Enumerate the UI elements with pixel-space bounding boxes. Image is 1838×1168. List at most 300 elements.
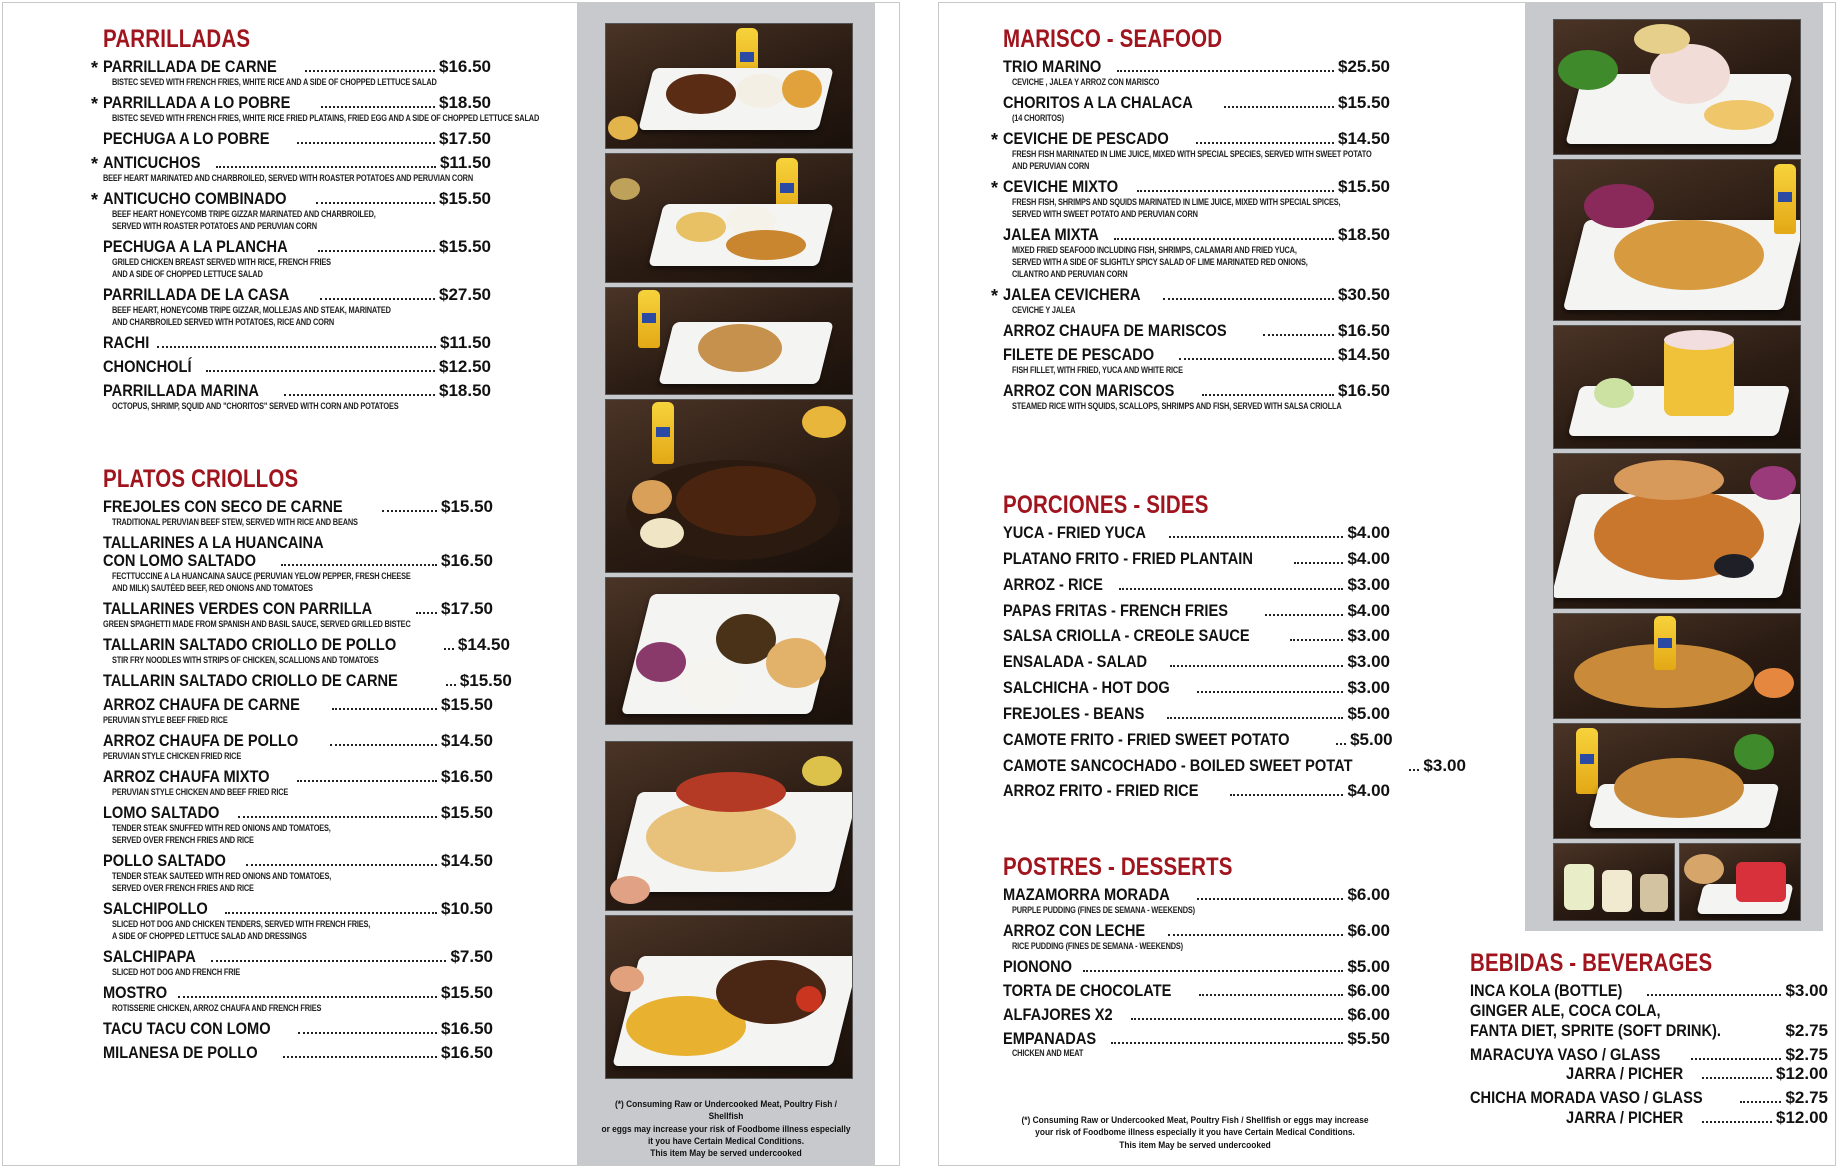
menu-item-price: $16.50 bbox=[1338, 321, 1390, 341]
menu-item bbox=[103, 634, 510, 666]
dot-leader bbox=[321, 106, 435, 108]
section-title: BEBIDAS - BEVERAGES bbox=[1470, 949, 1713, 977]
menu-item-description: GREEN SPAGHETTI MADE FROM SPANISH AND BASIL SAUCE, SERVED GRILLED BISTEC bbox=[103, 618, 411, 629]
menu-item-description: SERVED WITH ROASTER POTATOES AND PERUVIAN CORN bbox=[112, 220, 317, 231]
menu-item-price: $4.00 bbox=[1347, 600, 1390, 620]
menu-item-name: ANTICUCHOS bbox=[103, 152, 201, 172]
menu-item bbox=[1003, 524, 1390, 542]
menu-item-name: JALEA CEVICHERA bbox=[1003, 285, 1141, 305]
menu-item-description: STIR FRY NOODLES WITH STRIPS OF CHICKEN, SCALLIONS AND TOMATOES bbox=[112, 654, 379, 665]
menu-item-price: $14.50 bbox=[1338, 128, 1390, 148]
menu-item-name: CAMOTE FRITO - FRIED SWEET POTATO bbox=[1003, 729, 1290, 749]
menu-page-right bbox=[938, 2, 1836, 1166]
beverage-name: FANTA DIET, SPRITE (SOFT DRINK). bbox=[1470, 1020, 1721, 1040]
dot-leader bbox=[382, 510, 437, 512]
menu-item bbox=[103, 804, 493, 846]
menu-item-description: CHICKEN AND MEAT bbox=[1012, 1048, 1084, 1059]
menu-item-name: ANTICUCHO COMBINADO bbox=[103, 188, 287, 208]
menu-item-name: TACU TACU CON LOMO bbox=[103, 1019, 271, 1039]
menu-item-price: $4.00 bbox=[1347, 548, 1390, 568]
beverage-item bbox=[1470, 982, 1828, 1000]
menu-item-price: $4.00 bbox=[1347, 781, 1390, 801]
menu-item bbox=[1003, 58, 1390, 88]
menu-item-description: STEAMED RICE WITH SQUIDS, SCALLOPS, SHRIMPS AND FISH, SERVED WITH SALSA CRIOLLA bbox=[1012, 401, 1342, 412]
desserts-photo bbox=[1679, 843, 1801, 921]
menu-item bbox=[1003, 602, 1390, 620]
menu-item-price: $16.50 bbox=[441, 550, 493, 570]
dot-leader bbox=[316, 202, 435, 204]
menu-item-name: TORTA DE CHOCOLATE bbox=[1003, 980, 1172, 1000]
menu-item-description: SLICED HOT DOG AND CHICKEN TENDERS, SERVED WITH FRENCH FRIES, bbox=[112, 918, 371, 929]
menu-item-description: AND A SIDE OF CHOPPED LETTUCE SALAD bbox=[112, 268, 263, 279]
menu-item-name: MAZAMORRA MORADA bbox=[1003, 885, 1170, 904]
menu-item-name: CEVICHE MIXTO bbox=[1003, 177, 1119, 197]
beverage-item bbox=[1470, 1065, 1828, 1083]
menu-item bbox=[991, 128, 1390, 172]
menu-item-description: CEVICHE , JALEA Y ARROZ CON MARISCO bbox=[1012, 76, 1160, 87]
menu-item bbox=[91, 92, 540, 124]
fried-seafood-photo bbox=[1553, 613, 1801, 719]
menu-item bbox=[103, 948, 493, 978]
menu-items-list bbox=[103, 497, 512, 1062]
raw-warning-marker: * bbox=[91, 58, 99, 78]
menu-item-price: $14.50 bbox=[1338, 345, 1390, 365]
beverage-price: $12.00 bbox=[1776, 1108, 1828, 1128]
dot-leader bbox=[1179, 358, 1334, 360]
dot-leader bbox=[330, 744, 437, 746]
menu-item bbox=[103, 286, 491, 328]
dot-leader bbox=[281, 564, 437, 566]
menu-item-description: SERVED WITH SWEET POTATO AND PERUVIAN CORN bbox=[1012, 209, 1198, 220]
dot-leader bbox=[211, 960, 446, 962]
dot-leader bbox=[1170, 665, 1343, 667]
dot-leader bbox=[444, 648, 454, 650]
beverage-price: $2.75 bbox=[1785, 1088, 1828, 1108]
menu-item bbox=[103, 534, 493, 594]
beverage-price: $3.00 bbox=[1785, 981, 1828, 1000]
menu-item bbox=[103, 1020, 493, 1038]
menu-item-price: $14.50 bbox=[457, 634, 510, 654]
menu-page-left bbox=[2, 2, 900, 1166]
menu-item bbox=[1003, 653, 1390, 671]
menu-item-description: BEEF HEART, HONEYCOMB TRIPE GIZZAR, MOLLEJAS AND STEAK, MARINATED bbox=[112, 304, 391, 315]
menu-item-description: BISTEC SEVED WITH FRENCH FRIES, WHITE RICE FRIED PLATAINS, FRIED EGG AND A SIDE OF CHOPPED LETTUCE SALAD bbox=[112, 112, 540, 123]
beverage-item bbox=[1470, 1002, 1828, 1020]
dot-leader bbox=[1197, 898, 1344, 900]
menu-item-description: MIXED FRIED SEAFOOD INCLUDING FISH, SHRIMPS, CALAMARI AND FRIED YUCA, bbox=[1012, 245, 1297, 256]
menu-item-name: EMPANADAS bbox=[1003, 1028, 1097, 1048]
dot-leader bbox=[284, 394, 435, 396]
dot-leader bbox=[1131, 1018, 1344, 1020]
warning-line: (*) Consuming Raw or Undercooked Meat, Poultry Fish / Shellfish or eggs may increase bbox=[1021, 1115, 1369, 1126]
raw-warning-marker: * bbox=[991, 129, 999, 150]
menu-item-name: TRIO MARINO bbox=[1003, 57, 1102, 76]
menu-item-price: $18.50 bbox=[439, 380, 491, 400]
menu-item bbox=[1003, 576, 1390, 594]
menu-item-price: $6.00 bbox=[1347, 980, 1390, 1000]
dot-leader bbox=[1167, 717, 1343, 719]
menu-item-name: CHONCHOLÍ bbox=[103, 357, 192, 377]
menu-items-list bbox=[91, 57, 540, 412]
left-text-column bbox=[3, 3, 577, 1165]
beverage-item bbox=[1470, 1109, 1828, 1127]
section-title: PARRILLADAS bbox=[103, 25, 251, 53]
menu-item-description: BEEF HEART HONEYCOMB TRIPE GIZZAR MARINATED AND CHARBROILED, bbox=[112, 208, 376, 219]
section-marisco-seafood bbox=[991, 25, 1390, 418]
dot-leader bbox=[1290, 639, 1344, 641]
menu-item-price: $15.50 bbox=[1338, 177, 1390, 197]
left-photo-column bbox=[577, 3, 875, 1165]
menu-item-price: $27.50 bbox=[439, 285, 491, 305]
menu-item-name: PLATANO FRITO - FRIED PLANTAIN bbox=[1003, 548, 1253, 568]
menu-item-price: $4.00 bbox=[1347, 523, 1390, 542]
menu-item-price: $25.50 bbox=[1338, 57, 1390, 76]
menu-item-name: CON LOMO SALTADO bbox=[103, 550, 256, 570]
dot-leader bbox=[1409, 769, 1419, 771]
dot-leader bbox=[1202, 394, 1334, 396]
dot-leader bbox=[1197, 691, 1344, 693]
warning-line: your risk of Foodbome illness especially it you have Certain Medical Conditions. bbox=[1035, 1127, 1355, 1139]
jalea-beer-photo bbox=[1553, 723, 1801, 839]
menu-item bbox=[1003, 627, 1390, 645]
menu-item-price: $15.50 bbox=[441, 497, 493, 516]
dot-leader bbox=[318, 250, 435, 252]
dot-leader bbox=[1265, 614, 1344, 616]
menu-item bbox=[103, 382, 491, 412]
menu-item-price: $17.50 bbox=[441, 598, 493, 618]
menu-item-price: $5.00 bbox=[1347, 956, 1390, 976]
dot-leader bbox=[1137, 190, 1334, 192]
menu-item-description: CILANTRO AND PERUVIAN CORN bbox=[1012, 269, 1128, 280]
menu-item-price: $3.00 bbox=[1347, 574, 1390, 594]
menu-item-price: $5.00 bbox=[1347, 703, 1390, 723]
menu-item-description: AND MILK) SAUTÉED BEEF, RED ONIONS AND TOMATOES bbox=[112, 582, 313, 593]
menu-item-name: ARROZ CHAUFA DE CARNE bbox=[103, 694, 300, 714]
section-postres-desserts bbox=[1003, 855, 1390, 1065]
warning-line: it you have Certain Medical Conditions. bbox=[647, 1136, 805, 1148]
menu-item bbox=[1003, 922, 1390, 952]
beverage-price: $2.75 bbox=[1785, 1020, 1828, 1040]
menu-item-name: JALEA MIXTA bbox=[1003, 225, 1099, 245]
menu-item bbox=[1003, 886, 1390, 916]
dot-leader bbox=[305, 70, 435, 72]
menu-item-price: $5.00 bbox=[1350, 729, 1393, 749]
menu-item-description: SERVED WITH A SIDE OF SLIGHTLY SPICY SALAD OF LIME MARINATED RED ONIONS, bbox=[1012, 257, 1308, 268]
dot-leader bbox=[1336, 743, 1346, 745]
grilled-chicken-photo bbox=[605, 153, 853, 283]
menu-item bbox=[103, 900, 493, 942]
menu-item-name: ARROZ CHAUFA MIXTO bbox=[103, 766, 270, 786]
jalea-photo bbox=[1553, 159, 1801, 321]
menu-item-price: $16.50 bbox=[441, 766, 493, 786]
menu-item-name: FREJOLES CON SECO DE CARNE bbox=[103, 497, 343, 516]
section-title: PLATOS CRIOLLOS bbox=[103, 465, 299, 493]
dot-leader bbox=[1163, 298, 1334, 300]
dot-leader bbox=[297, 780, 437, 782]
menu-item-price: $14.50 bbox=[441, 850, 493, 870]
menu-item-description: (14 CHORITOS) bbox=[1012, 112, 1064, 123]
dot-leader bbox=[1111, 1042, 1343, 1044]
menu-items-list bbox=[1003, 886, 1390, 1059]
menu-item bbox=[103, 498, 493, 528]
menu-item bbox=[103, 670, 512, 690]
raw-warning-marker: * bbox=[91, 93, 99, 114]
menu-item-price: $15.50 bbox=[439, 236, 491, 256]
menu-item-name: CAMOTE SANCOCHADO - BOILED SWEET POTAT bbox=[1003, 755, 1353, 775]
dot-leader bbox=[1117, 70, 1334, 72]
section-porciones-sides bbox=[1003, 491, 1466, 808]
menu-item-description: SERVED OVER FRENCH FRIES AND RICE bbox=[112, 882, 254, 893]
menu-item-description: OCTOPUS, SHRIMP, SQUID AND "CHORITOS" SERVED WITH CORN AND POTATOES bbox=[112, 400, 399, 411]
menu-item-description: TENDER STEAK SNUFFED WITH RED ONIONS AND TOMATOES, bbox=[112, 822, 331, 833]
menu-item-name: SALCHIPAPA bbox=[103, 947, 196, 967]
menu-item-name: MILANESA DE POLLO bbox=[103, 1042, 258, 1062]
causa-tower-photo bbox=[1553, 325, 1801, 449]
dot-leader bbox=[206, 370, 435, 372]
menu-item-description: TENDER STEAK SAUTEED WITH RED ONIONS AND TOMATOES, bbox=[112, 870, 332, 881]
menu-item bbox=[1003, 705, 1390, 723]
menu-item bbox=[103, 696, 493, 726]
menu-item-description: PERUVIAN STYLE CHICKEN FRIED RICE bbox=[103, 750, 242, 761]
menu-item bbox=[1003, 1030, 1390, 1060]
beverage-item bbox=[1470, 1046, 1828, 1064]
warning-line: This item May be served undercooked bbox=[650, 1148, 802, 1160]
menu-item-description: PURPLE PUDDING (FINES DE SEMANA - WEEKENDS) bbox=[1012, 904, 1195, 915]
menu-item-name: YUCA - FRIED YUCA bbox=[1003, 523, 1146, 542]
menu-item-name: SALSA CRIOLLA - CREOLE SAUCE bbox=[1003, 626, 1250, 646]
dot-leader bbox=[246, 864, 437, 866]
menu-item-price: $3.00 bbox=[1423, 755, 1466, 775]
menu-item-price: $10.50 bbox=[441, 898, 493, 918]
dot-leader bbox=[1196, 142, 1334, 144]
menu-item-price: $17.50 bbox=[439, 128, 491, 148]
menu-item-price: $15.50 bbox=[439, 188, 491, 208]
raw-food-warning bbox=[1019, 1115, 1371, 1152]
drinks-photo bbox=[1553, 843, 1675, 921]
menu-item bbox=[103, 1044, 493, 1062]
right-text-column bbox=[939, 3, 1525, 1165]
menu-item bbox=[1003, 755, 1466, 775]
section-parrilladas bbox=[91, 25, 540, 418]
menu-item-price: $15.50 bbox=[441, 802, 493, 822]
menu-item-name: PARRILLADA DE CARNE bbox=[103, 57, 277, 76]
dot-leader bbox=[1083, 970, 1343, 972]
menu-item-description: A SIDE OF CHOPPED LETTUCE SALAD AND DRESSINGS bbox=[112, 930, 307, 941]
menu-item bbox=[103, 852, 493, 894]
menu-item bbox=[103, 768, 493, 798]
menu-item-name: SALCHIPOLLO bbox=[103, 898, 208, 918]
menu-item-description: GRILED CHICKEN BREAST SERVED WITH RICE, FRENCH FRIES bbox=[112, 256, 331, 267]
menu-item-price: $14.50 bbox=[441, 730, 493, 750]
section-title: PORCIONES - SIDES bbox=[1003, 491, 1209, 519]
menu-items-list bbox=[1003, 523, 1466, 801]
menu-item-description: PERUVIAN STYLE BEEF FRIED RICE bbox=[103, 714, 228, 725]
menu-item-description: BISTEC SEVED WITH FRENCH FRIES, WHITE RICE AND A SIDE OF CHOPPED LETTUCE SALAD bbox=[112, 76, 437, 87]
menu-item-description: AND CHARBROILED SERVED WITH POTATOES, RICE AND CORN bbox=[112, 317, 335, 328]
salchipollo-photo bbox=[605, 741, 853, 911]
beverage-name: JARRA / PICHER bbox=[1566, 1064, 1684, 1084]
menu-item-price: $16.50 bbox=[441, 1042, 493, 1062]
menu-item-name: MOSTRO bbox=[103, 983, 168, 1003]
raw-food-warning bbox=[598, 1099, 853, 1161]
menu-item-name: ENSALADA - SALAD bbox=[1003, 652, 1148, 672]
menu-item-description: ROTISSERIE CHICKEN, ARROZ CHAUFA AND FRENCH FRIES bbox=[112, 1002, 322, 1013]
beverage-name: CHICHA MORADA VASO / GLASS bbox=[1470, 1088, 1703, 1108]
beverage-name: GINGER ALE, COCA COLA, bbox=[1470, 1000, 1661, 1020]
chaufa-photo bbox=[605, 287, 853, 395]
arroz-mariscos-photo bbox=[1553, 453, 1801, 609]
warning-line: or eggs may increase your risk of Foodbome illness especially bbox=[601, 1123, 851, 1135]
dot-leader bbox=[416, 612, 437, 614]
menu-item bbox=[1003, 322, 1390, 340]
beverage-price: $12.00 bbox=[1776, 1064, 1828, 1084]
menu-item-name: TALLARINES A LA HUANCAINA bbox=[103, 532, 324, 552]
menu-item-name: ARROZ CON LECHE bbox=[1003, 920, 1146, 940]
dot-leader bbox=[446, 684, 456, 686]
menu-item-description: FRESH FISH MARINATED IN LIME JUICE, MIXED WITH SPECIAL SPECIES, SERVED WITH SWEET POTATO bbox=[1012, 148, 1372, 159]
menu-item bbox=[1003, 729, 1393, 749]
raw-warning-marker: * bbox=[91, 153, 99, 174]
sizzling-grill-photo bbox=[605, 399, 853, 573]
menu-item bbox=[91, 188, 491, 232]
menu-item-name: ARROZ - RICE bbox=[1003, 574, 1103, 594]
dot-leader bbox=[1168, 934, 1343, 936]
menu-item-name: ARROZ CHAUFA DE POLLO bbox=[103, 730, 299, 750]
menu-item bbox=[1003, 782, 1390, 800]
menu-item-price: $16.50 bbox=[1338, 381, 1390, 401]
dot-leader bbox=[216, 166, 436, 168]
section-title: MARISCO - SEAFOOD bbox=[1003, 25, 1223, 53]
menu-item bbox=[1003, 346, 1390, 376]
menu-item bbox=[1003, 958, 1390, 976]
parrillada-photo bbox=[605, 23, 853, 149]
menu-item-name: ALFAJORES X2 bbox=[1003, 1004, 1113, 1024]
menu-item-name: ARROZ CHAUFA DE MARISCOS bbox=[1003, 321, 1227, 341]
menu-item-price: $11.50 bbox=[439, 152, 491, 172]
raw-warning-marker: * bbox=[991, 178, 999, 199]
dot-leader bbox=[1199, 994, 1344, 996]
menu-item-price: $18.50 bbox=[439, 92, 491, 112]
dot-leader bbox=[225, 912, 437, 914]
menu-item bbox=[1003, 1006, 1390, 1024]
menu-item-name: PIONONO bbox=[1003, 956, 1073, 976]
dot-leader bbox=[157, 346, 436, 348]
warning-line: This item May be served undercooked bbox=[1119, 1139, 1271, 1151]
menu-item bbox=[103, 130, 491, 148]
menu-item-price: $3.00 bbox=[1347, 626, 1390, 646]
menu-item bbox=[103, 732, 493, 762]
menu-item-price: $16.50 bbox=[439, 57, 491, 76]
menu-item-price: $16.50 bbox=[441, 1019, 493, 1039]
menu-item-name: FREJOLES - BEANS bbox=[1003, 703, 1145, 723]
menu-item-price: $3.00 bbox=[1347, 652, 1390, 672]
menu-item-name: TALLARIN SALTADO CRIOLLO DE POLLO bbox=[103, 634, 397, 654]
menu-item-price: $15.50 bbox=[459, 670, 512, 690]
menu-item-price: $7.50 bbox=[450, 947, 493, 967]
menu-item-description: SERVED OVER FRENCH FRIES AND RICE bbox=[112, 834, 254, 845]
menu-item bbox=[91, 152, 491, 184]
raw-warning-marker: * bbox=[91, 189, 99, 210]
menu-item-name: TALLARIN SALTADO CRIOLLO DE CARNE bbox=[103, 670, 398, 690]
beverage-price: $2.75 bbox=[1785, 1044, 1828, 1064]
beverage-item bbox=[1470, 1022, 1828, 1040]
dot-leader bbox=[1224, 106, 1334, 108]
section-bebidas-beverages bbox=[1470, 951, 1828, 1129]
dot-leader bbox=[1263, 334, 1334, 336]
menu-item-description: BEEF HEART MARINATED AND CHARBROILED, SERVED WITH ROASTER POTATOES AND PERUVIAN CORN bbox=[103, 172, 473, 183]
menu-item bbox=[91, 57, 491, 88]
menu-item-name: LOMO SALTADO bbox=[103, 802, 220, 822]
dot-leader bbox=[1294, 562, 1344, 564]
menu-item-description: AND PERUVIAN CORN bbox=[1012, 160, 1090, 171]
menu-item-price: $15.50 bbox=[441, 694, 493, 714]
dot-leader bbox=[1169, 536, 1343, 538]
menu-item-description: PERUVIAN STYLE CHICKEN AND BEEF FRIED RICE bbox=[112, 786, 289, 797]
menu-item-name: CEVICHE DE PESCADO bbox=[1003, 128, 1169, 148]
menu-item bbox=[103, 358, 491, 376]
menu-item bbox=[103, 334, 491, 352]
menu-item bbox=[1003, 550, 1390, 568]
menu-item-name: CHORITOS A LA CHALACA bbox=[1003, 92, 1193, 112]
menu-item-name: ARROZ CON MARISCOS bbox=[1003, 381, 1175, 401]
dot-leader bbox=[1119, 588, 1343, 590]
menu-item-description: RICE PUDDING (FINES DE SEMANA - WEEKENDS) bbox=[1012, 940, 1183, 951]
menu-items-list bbox=[991, 57, 1390, 412]
beverage-item bbox=[1470, 1089, 1828, 1107]
dot-leader bbox=[332, 708, 437, 710]
section-platos-criollos bbox=[103, 465, 512, 1068]
menu-item-price: $6.00 bbox=[1347, 885, 1390, 904]
right-photo-column bbox=[1525, 3, 1823, 931]
menu-item-name: PECHUGA A LO POBRE bbox=[103, 128, 270, 148]
menu-item-description: FRESH FISH, SHRIMPS AND SQUIDS MARINATED IN LIME JUICE, MIXED WITH SPECIAL SPICES, bbox=[1012, 196, 1341, 207]
menu-item-name: TALLARINES VERDES CON PARRILLA bbox=[103, 598, 373, 618]
menu-item-name: FILETE DE PESCADO bbox=[1003, 345, 1155, 365]
dot-leader bbox=[178, 996, 437, 998]
menu-item-description: FISH FILLET, WITH FRIED, YUCA AND WHITE RICE bbox=[1012, 365, 1183, 376]
menu-item-description: FECTTUCCINE A LA HUANCAINA SAUCE (PERUVIAN YELOW PEPPER, FRESH CHEESE bbox=[112, 570, 411, 581]
menu-item-name: PECHUGA A LA PLANCHA bbox=[103, 236, 288, 256]
menu-item-name: SALCHICHA - HOT DOG bbox=[1003, 678, 1170, 698]
dot-leader bbox=[283, 1056, 437, 1058]
menu-item-price: $18.50 bbox=[1338, 225, 1390, 245]
dot-leader bbox=[320, 298, 435, 300]
dot-leader bbox=[1230, 794, 1343, 796]
dot-leader bbox=[298, 1032, 437, 1034]
menu-item bbox=[1003, 382, 1390, 412]
section-title: POSTRES - DESSERTS bbox=[1003, 853, 1233, 881]
menu-item bbox=[991, 285, 1390, 316]
dot-leader bbox=[1114, 238, 1334, 240]
menu-item-price: $15.50 bbox=[1338, 92, 1390, 112]
beverage-list bbox=[1470, 982, 1828, 1127]
menu-item-price: $3.00 bbox=[1347, 678, 1390, 698]
menu-item-price: $5.50 bbox=[1347, 1028, 1390, 1048]
raw-warning-marker: * bbox=[991, 286, 999, 307]
menu-item-price: $12.50 bbox=[439, 357, 491, 377]
menu-item-name: PARRILLADA DE LA CASA bbox=[103, 285, 290, 305]
warning-line: (*) Consuming Raw or Undercooked Meat, Poultry Fish / Shellfish bbox=[614, 1099, 838, 1123]
menu-item-name: RACHI bbox=[103, 333, 150, 353]
menu-item-description: TRADITIONAL PERUVIAN BEEF STEW, SERVED WITH RICE AND BEANS bbox=[112, 516, 358, 527]
menu-item bbox=[1003, 982, 1390, 1000]
menu-item-price: $6.00 bbox=[1347, 920, 1390, 940]
dot-leader bbox=[297, 142, 435, 144]
beverage-name: JARRA / PICHER bbox=[1566, 1108, 1684, 1128]
menu-item-name: PARRILLADA MARINA bbox=[103, 380, 259, 400]
menu-item-price: $15.50 bbox=[441, 983, 493, 1003]
menu-item bbox=[1003, 94, 1390, 124]
